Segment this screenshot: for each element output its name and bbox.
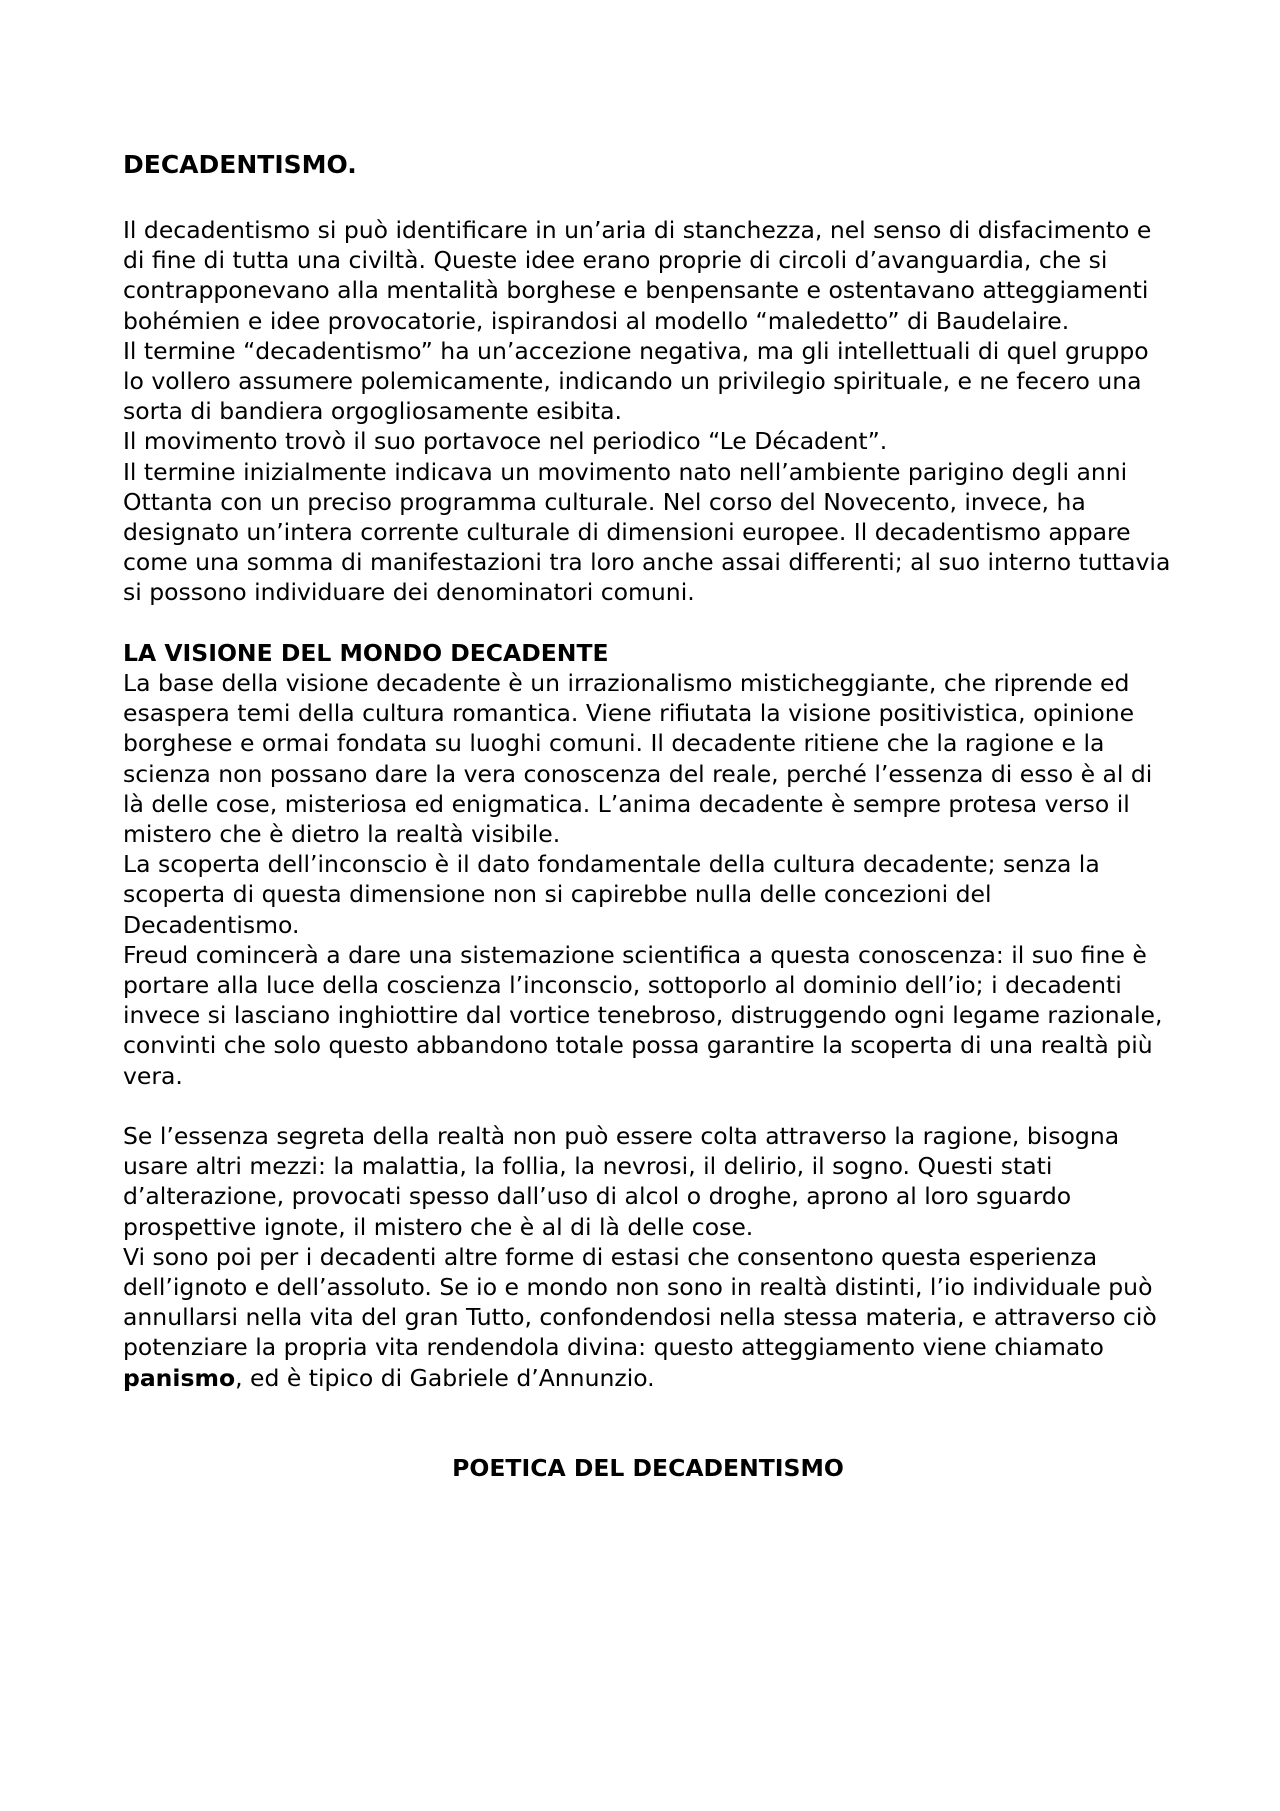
section-heading-poetica: POETICA DEL DECADENTISMO xyxy=(452,1454,844,1483)
paragraph: Freud comincerà a dare una sistemazione scientifica a questa conoscenza: il suo fine è portare alla luce della coscienza l’inconscio, sottoporlo al dominio dell’io; i decadenti invece si lasciano inghiottire dal vortice tenebroso, distruggendo ogni legame razionale, convinti che solo questo abbandono totale possa garantire la scoperta di una realtà più vera. xyxy=(123,940,1163,1090)
spacer xyxy=(123,608,1173,638)
paragraph-text: Vi sono poi per i decadenti altre forme di estasi che consentono questa esperienza dell’ignoto e dell’assoluto. Se io e mondo non sono in realtà distinti, l’io individuale può annullarsi nella vita del gran Tutto, confondendosi nella stessa materia, e attraverso ciò potenziare la propria vita rendendola divina: questo atteggiamento viene chiamato xyxy=(123,1242,1157,1362)
paragraph: Il termine “decadentismo” ha un’accezione negativa, ma gli intellettuali di quel gruppo lo vollero assumere polemicamente, indicando un privilegio spirituale, e ne fecero una sorta di bandiera orgogliosamente esibita. xyxy=(123,336,1149,426)
section-heading-visione: LA VISIONE DEL MONDO DECADENTE xyxy=(123,638,609,667)
paragraph: Se l’essenza segreta della realtà non può essere colta attraverso la ragione, bisogna usare altri mezzi: la malattia, la follia, la nevrosi, il delirio, il sogno. Questi stati d’alterazione, provocati spesso dall’uso di alcol o droghe, aprono al loro sguardo prospettive ignote, il mistero che è al di là delle cose. xyxy=(123,1122,1120,1241)
spacer xyxy=(123,1393,1173,1423)
page-title: DECADENTISMO. xyxy=(123,150,357,179)
paragraph: Il decadentismo si può identificare in un’aria di stanchezza, nel senso di disfacimento e di fine di tutta una civiltà. Queste idee erano proprie di circoli d’avanguardia, che si contrapponevano alla mentalità borghese e benpensante e ostentavano atteggiamenti bohémien e idee provocatorie, ispirandosi al modello “maledetto” di Baudelaire. xyxy=(123,216,1152,335)
paragraph: Il termine inizialmente indicava un movimento nato nell’ambiente parigino degli anni Ottanta con un preciso programma culturale. Nel corso del Novecento, invece, ha designato un’intera corrente culturale di dimensioni europee. Il decadentismo appare come una somma di manifestazioni tra loro anche assai differenti; al suo interno tuttavia si possono individuare dei denominatori comuni. xyxy=(123,457,1171,607)
spacer xyxy=(123,1423,1173,1453)
bold-term: panismo xyxy=(123,1363,236,1392)
spacer xyxy=(123,1091,1173,1121)
paragraph: La base della visione decadente è un irrazionalismo misticheggiante, che riprende ed esaspera temi della cultura romantica. Viene rifiutata la visione positivistica, opinione borghese e ormai fondata su luoghi comuni. Il decadente ritiene che la ragione e la scienza non possano dare la vera conoscenza del reale, perché l’essenza di esso è al di là delle cose, misteriosa ed enigmatica. L’anima decadente è sempre protesa verso il mistero che è dietro la realtà visibile. xyxy=(123,669,1153,849)
paragraph-panismo xyxy=(123,1242,1173,1393)
paragraph-text: , ed è tipico di Gabriele d’Annunzio. xyxy=(235,1363,655,1392)
paragraph: Il movimento trovò il suo portavoce nel periodico “Le Décadent”. xyxy=(123,427,888,456)
document-page xyxy=(123,150,1173,1483)
paragraph: La scoperta dell’inconscio è il dato fondamentale della cultura decadente; senza la scoperta di questa dimensione non si capirebbe nulla delle concezioni del Decadentismo. xyxy=(123,850,1100,939)
